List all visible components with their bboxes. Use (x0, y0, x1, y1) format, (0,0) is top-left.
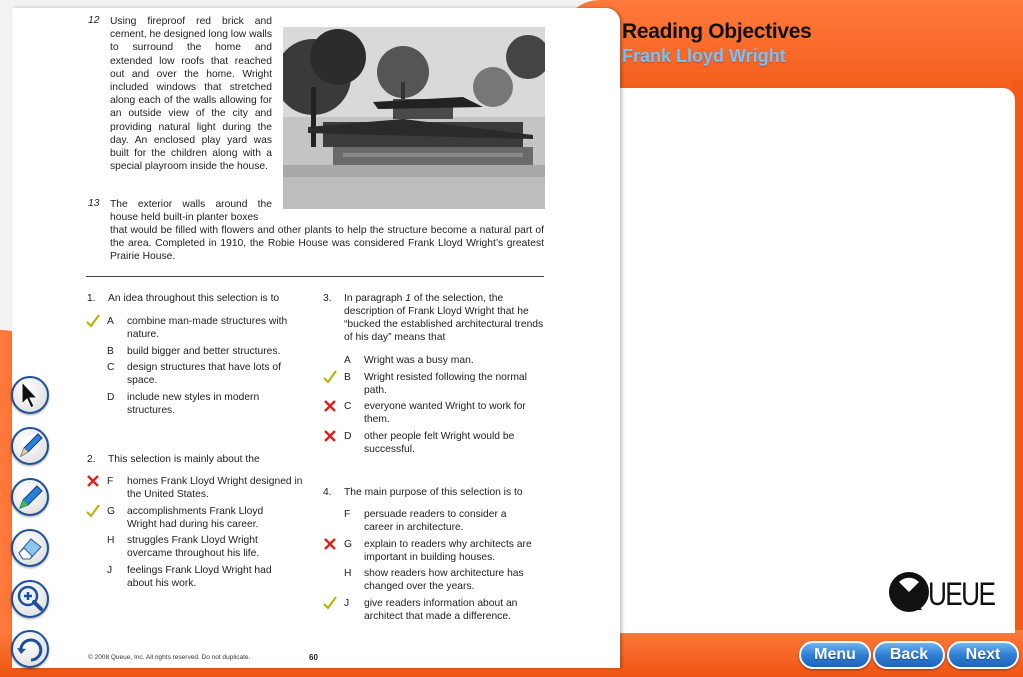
question-stem: The main purpose of this selection is to (344, 487, 523, 498)
option-text: feelings Frank Lloyd Wright had about his work. (127, 565, 272, 589)
paragraph-number: 13 (88, 198, 100, 209)
undo-tool-button[interactable] (11, 630, 49, 668)
paragraph-13-start: The exterior walls around the house held built-in planter boxes (110, 199, 272, 224)
side-panel (612, 88, 1015, 633)
eraser-icon (13, 531, 47, 565)
queue-logo (888, 570, 1006, 618)
question-number: 4. (323, 487, 332, 498)
option-text: Wright resisted following the normal path. (364, 372, 527, 396)
option-text: accomplishments Frank Lloyd Wright had during his career. (127, 506, 264, 530)
option-letter: B (107, 346, 114, 357)
divider (86, 276, 544, 277)
check-mark-icon (322, 369, 338, 385)
pencil-tool-button[interactable] (11, 427, 49, 465)
option-text: persuade readers to consider a career in architecture. (364, 509, 507, 533)
robie-house-photo (283, 27, 545, 209)
option-letter: F (344, 509, 351, 520)
paragraph-13-rest: that would be filled with flowers and other plants to help the structure become a natural part of the area. Completed in 1910, the Robie House was considered Frank Lloyd Wright’s greatest Prairie House. (110, 225, 544, 263)
option-text: build bigger and better structures. (127, 346, 281, 357)
option-text: design structures that have lots of space. (127, 362, 281, 386)
page-number: 60 (309, 653, 318, 662)
check-mark-icon (85, 503, 101, 519)
question-stem: In paragraph 1 of the selection, the description of Frank Lloyd Wright that he “bucked the established architectural trends of his day” means that (344, 293, 544, 343)
option-letter: D (107, 392, 115, 403)
option-text: give readers information about an architect that made a difference. (364, 598, 518, 622)
paragraph-number: 12 (88, 15, 100, 26)
option-letter: J (344, 598, 350, 609)
option-letter: H (107, 535, 115, 546)
option-text: show readers how architecture has changed over the years. (364, 568, 524, 592)
header-titles (622, 20, 812, 67)
back-button[interactable]: Back (873, 641, 945, 669)
option-letter: D (344, 431, 352, 442)
cross-mark-icon (322, 536, 338, 552)
question-number: 3. (323, 293, 332, 304)
check-mark-icon (85, 313, 101, 329)
option-text: explain to readers why architects are important in building houses. (364, 539, 532, 563)
pointer-icon (13, 378, 47, 412)
cross-mark-icon (322, 398, 338, 414)
question-number: 1. (87, 293, 96, 304)
option-text: combine man-made structures with nature. (127, 316, 288, 340)
undo-icon (13, 632, 47, 666)
next-button[interactable]: Next (947, 641, 1019, 669)
pointer-tool-button[interactable] (11, 376, 49, 414)
menu-button[interactable]: Menu (799, 641, 871, 669)
option-letter: A (344, 355, 351, 366)
copyright-text: © 2008 Queue, Inc. All rights reserved. Do not duplicate. (88, 654, 251, 661)
logo-text: UEUE (928, 576, 995, 612)
check-mark-icon (322, 595, 338, 611)
option-text: struggles Frank Lloyd Wright overcame throughout his life. (127, 535, 260, 559)
option-letter: C (107, 362, 115, 373)
page-title: Reading Objectives (622, 20, 812, 43)
option-text: homes Frank Lloyd Wright designed in the United States. (127, 476, 303, 500)
question-stem: This selection is mainly about the (108, 454, 260, 465)
option-letter: F (107, 476, 114, 487)
pencil-icon (13, 429, 47, 463)
cross-mark-icon (322, 428, 338, 444)
paragraph-12: Using fireproof red brick and cement, he designed long low walls to surround the home and extended low roofs that reached out and over the home. Wright included windows that stretched along each of the walls allowing for an outside view of the city and providing natural light during the day. An enclosed play yard was built for the children along with a special playroom inside the house. (110, 16, 272, 173)
option-letter: G (107, 506, 116, 517)
option-letter: H (344, 568, 352, 579)
cross-mark-icon (85, 473, 101, 489)
option-letter: B (344, 372, 351, 383)
worksheet-page (12, 8, 620, 668)
option-letter: G (344, 539, 353, 550)
q-logo-icon (888, 570, 930, 616)
question-stem: An idea throughout this selection is to (108, 293, 280, 304)
page-subtitle: Frank Lloyd Wright (622, 46, 786, 66)
highlighter-icon (13, 480, 47, 514)
eraser-tool-button[interactable] (11, 529, 49, 567)
option-text: other people felt Wright would be successful. (364, 431, 515, 455)
option-text: include new styles in modern structures. (127, 392, 260, 416)
question-number: 2. (87, 454, 96, 465)
option-text: Wright was a busy man. (364, 355, 474, 366)
option-letter: A (107, 316, 114, 327)
zoom-in-icon (13, 582, 47, 616)
option-letter: J (107, 565, 113, 576)
highlighter-tool-button[interactable] (11, 478, 49, 516)
zoom-tool-button[interactable] (11, 580, 49, 618)
option-letter: C (344, 401, 352, 412)
option-text: everyone wanted Wright to work for them. (364, 401, 526, 425)
